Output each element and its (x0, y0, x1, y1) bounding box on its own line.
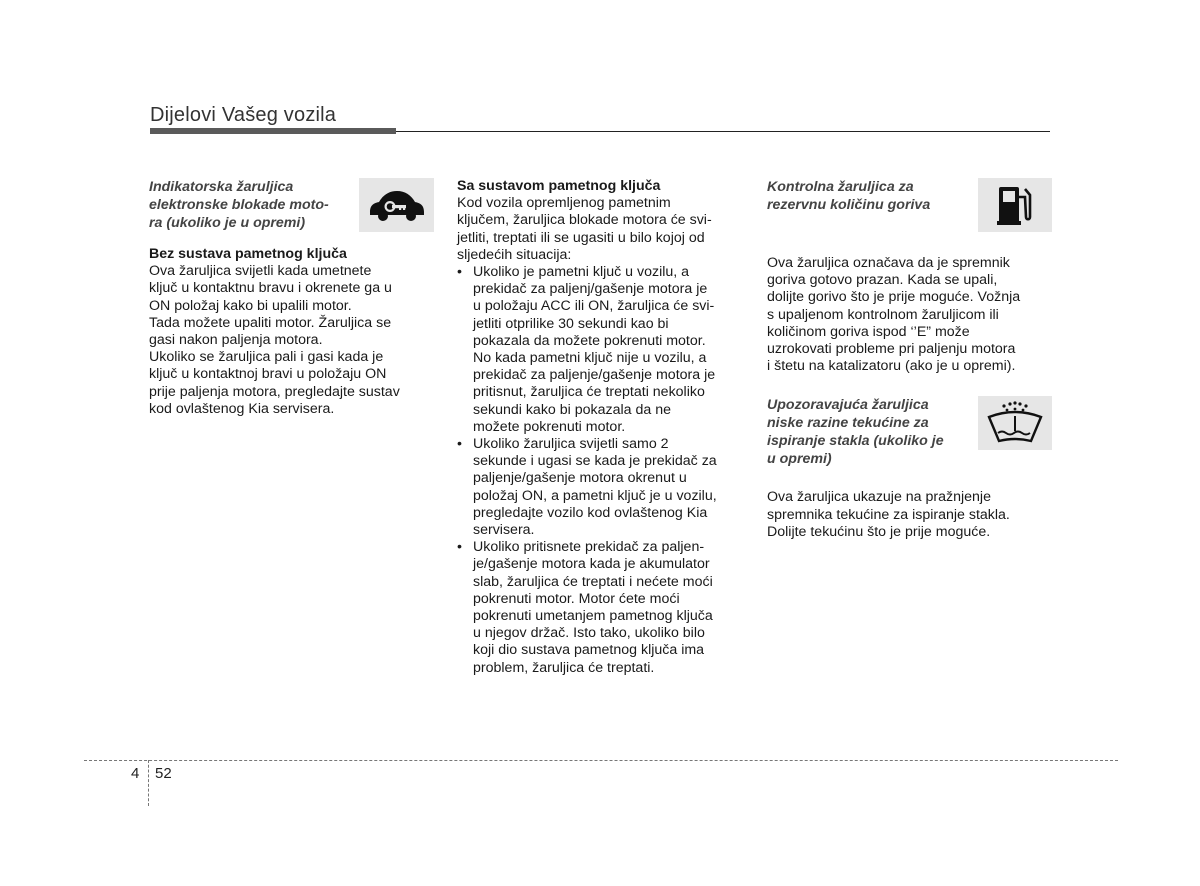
footer-vertical-rule (148, 760, 149, 806)
column-smart-key (457, 178, 743, 677)
washer-description: Ova žaruljica ukazuje na pražnjenje spremnika tekućine za ispiranje stakla. Dolijte tekućinu što je prije moguće. (767, 489, 1010, 540)
footer-dashed-rule (84, 760, 1118, 761)
immobilizer-subheading: Bez sustava pametnog ključa (149, 246, 347, 262)
title-accent-bar (150, 128, 396, 134)
immobilizer-heading: Indikatorska žaruljica elektronske blokade moto- ra (ukoliko je u opremi) (149, 179, 329, 231)
fuel-heading: Kontrolna žaruljica za rezervnu količinu goriva (767, 179, 931, 213)
car-key-immobilizer-icon (359, 178, 434, 232)
chapter-number: 4 (131, 765, 140, 782)
fuel-header (767, 178, 1052, 232)
washer-fluid-icon (978, 396, 1052, 450)
list-item: • Ukoliko žaruljica svijetli samo 2 sekunde i ugasi se kada je prekidač za paljenje/gašenje motora okrenut u položaj ON, a pametni ključ je u vozilu, pregledajte vozilo kod ovlaštenog Kia servisera. (457, 436, 717, 539)
smart-key-intro: Kod vozila opremljenog pametnim ključem, žaruljica blokade motora će svi- jetliti, treptati ili se ugasiti u bilo kojoj od sljedećih situacija: (457, 195, 712, 263)
smart-key-subheading: Sa sustavom pametnog ključa (457, 178, 661, 194)
column-immobilizer (149, 178, 434, 418)
immobilizer-paragraph-2: Tada možete upaliti motor. Žaruljica se gasi nakon paljenja motora. (149, 314, 392, 349)
washer-heading: Upozoravajuća žaruljica niske razine tekućine za ispiranje stakla (ukoliko je u opremi) (767, 397, 944, 468)
immobilizer-header (149, 178, 434, 232)
immobilizer-paragraph-1: Ova žaruljica svijetli kada umetnete ključ u kontaktnu bravu i okrenete ga u ON položaj kako bi upalili motor. (149, 263, 392, 314)
fuel-description: Ova žaruljica označava da je spremnik goriva gotovo prazan. Kada se upali, dolijte gorivo što je prije moguće. Vožnja s upaljenom kontrolnom žaruljicom ili količinom goriva ispod ‘’E” može uzrokovati probleme pri paljenju motora i štetu na katalizatoru (ako je u opremi). (767, 255, 1021, 375)
smart-key-list (457, 264, 743, 677)
page-title: Dijelovi Vašeg vozila (150, 104, 337, 126)
list-item: • Ukoliko je pametni ključ u vozilu, a prekidač za paljenj/gašenje motora je u položaju ACC ili ON, žaruljica će svi- jetliti otprilike 30 sekundi kao bi pokazala da možete pokrenuti motor. No kada pametni ključ nije u vozilu, a prekidač za paljenje/gašenje motora je pritisnut, žaruljica će treptati nekoliko sekundi kako bi pokazala da ne možete pokrenuti motor. (457, 264, 716, 435)
title-rule (396, 131, 1050, 132)
fuel-pump-icon (978, 178, 1052, 232)
washer-header (767, 396, 1052, 468)
list-item: • Ukoliko pritisnete prekidač za paljen- je/gašenje motora kada je akumulator slab, žaruljica će treptati i nećete moći pokrenuti motor. Motor ćete moći pokrenuti umetanjem pametnog ključa u njegov držač. Isto tako, ukoliko bilo koji dio sustava pametnog ključa ima problem, žaruljica će treptati. (457, 539, 713, 676)
page-number: 52 (155, 765, 172, 782)
immobilizer-paragraph-3: Ukoliko se žaruljica pali i gasi kada je ključ u kontaktnoj bravi u položaju ON prije paljenja motora, pregledajte sustav kod ovlaštenog Kia servisera. (149, 349, 400, 417)
column-fuel-washer (767, 178, 1052, 541)
